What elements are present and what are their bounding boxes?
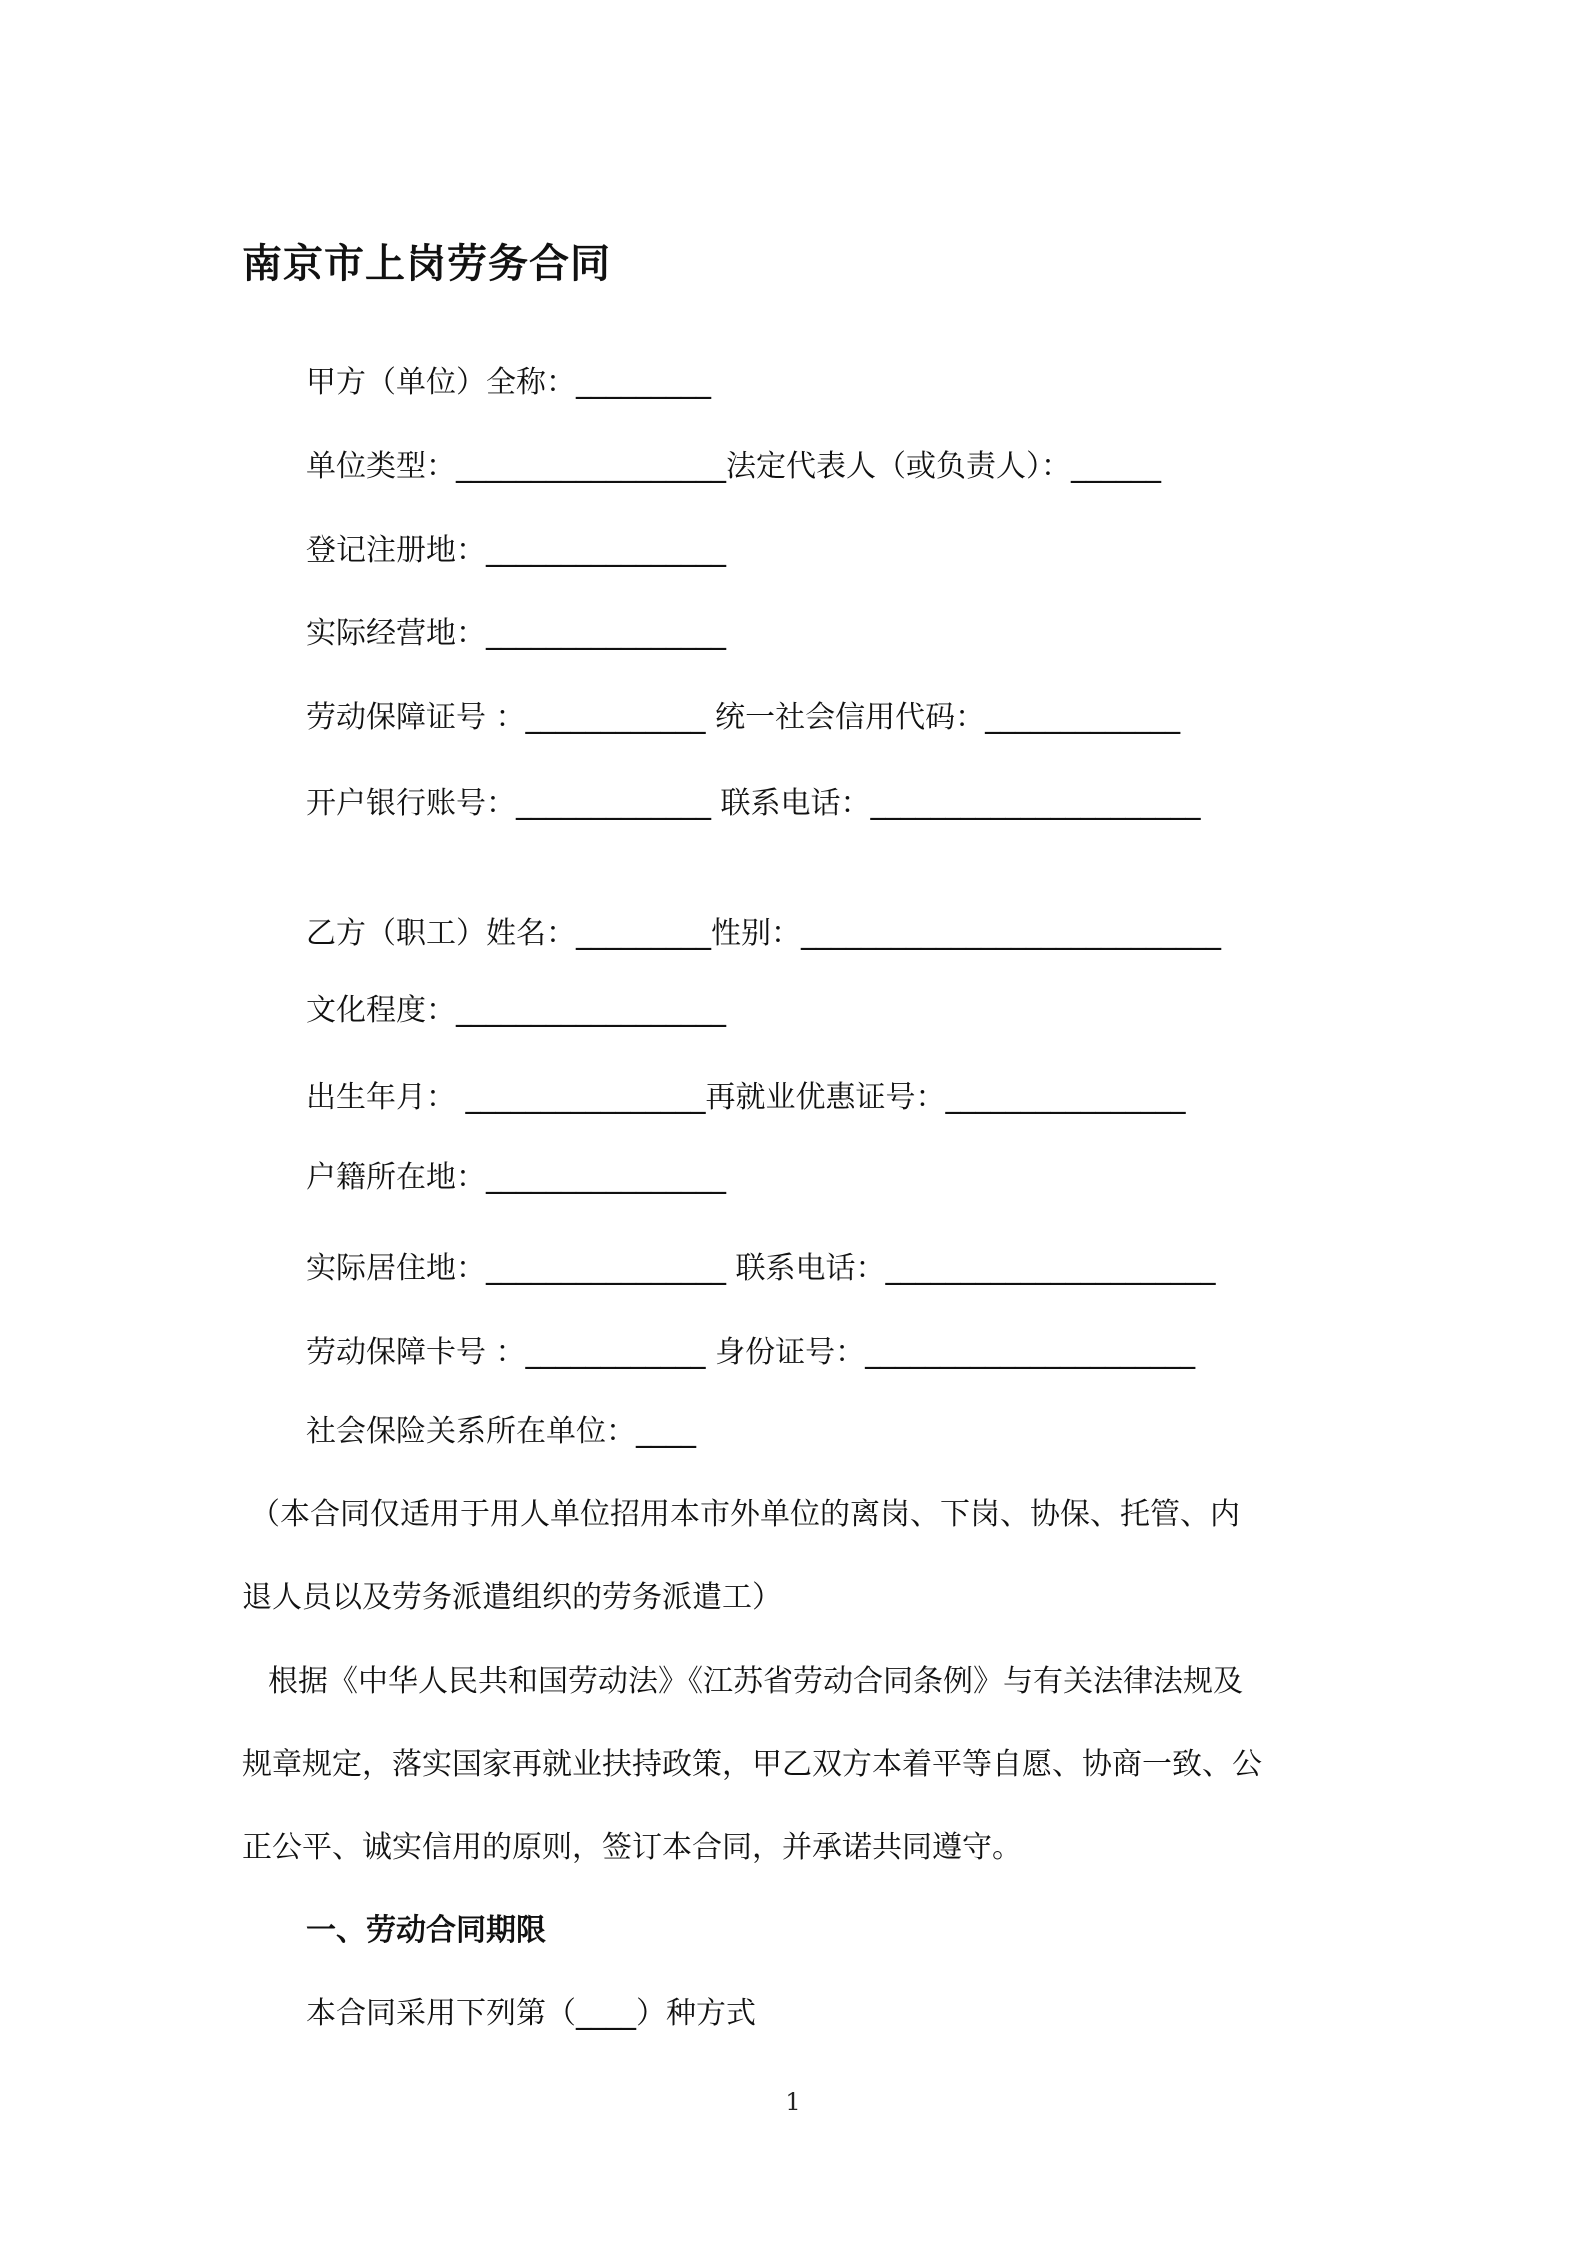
party-a-business-address-line: 实际经营地：________________	[306, 616, 726, 651]
party-b-name-line: 乙方（职工）姓名：_________性别：____________________________	[306, 916, 1221, 951]
party-b-education-line: 文化程度：__________________	[306, 993, 726, 1028]
basis-line-3: 正公平、诚实信用的原则，签订本合同，并承诺共同遵守。	[242, 1830, 1022, 1865]
scope-note-line-2: 退人员以及劳务派遣组织的劳务派遣工）	[242, 1580, 782, 1615]
section-1-heading: 一、劳动合同期限	[306, 1913, 546, 1948]
party-b-card-line: 劳动保障卡号 ：____________ 身份证号：______________________	[306, 1335, 1196, 1370]
scope-note-line-1: （本合同仅适用于用人单位招用本市外单位的离岗、下岗、协保、托管、内	[250, 1497, 1240, 1532]
section-1-text: 本合同采用下列第（____）种方式	[306, 1996, 756, 2031]
party-b-hukou-line: 户籍所在地：________________	[306, 1160, 726, 1195]
page-number: 1	[785, 2088, 801, 2116]
basis-line-1: 根据《中华人民共和国劳动法》《江苏省劳动合同条例》与有关法律法规及	[268, 1664, 1243, 1699]
party-a-name-line: 甲方（单位）全称：_________	[306, 365, 711, 400]
party-a-registered-address-line: 登记注册地：________________	[306, 533, 726, 568]
party-a-type-line: 单位类型：__________________法定代表人（或负责人）：______	[306, 449, 1161, 484]
party-a-bank-line: 开户银行账号：_____________ 联系电话：______________________	[306, 786, 1201, 821]
document-title: 南京市上岗劳务合同	[242, 241, 611, 287]
party-b-residence-line: 实际居住地：________________ 联系电话：______________________	[306, 1251, 1216, 1286]
party-b-birth-line: 出生年月： ________________再就业优惠证号：________________	[306, 1080, 1186, 1115]
party-a-license-line: 劳动保障证号 ：____________ 统一社会信用代码：_____________	[306, 700, 1181, 735]
basis-line-2: 规章规定，落实国家再就业扶持政策，甲乙双方本着平等自愿、协商一致、公	[242, 1747, 1262, 1782]
party-b-social-insurance-line: 社会保险关系所在单位：____	[306, 1414, 696, 1449]
